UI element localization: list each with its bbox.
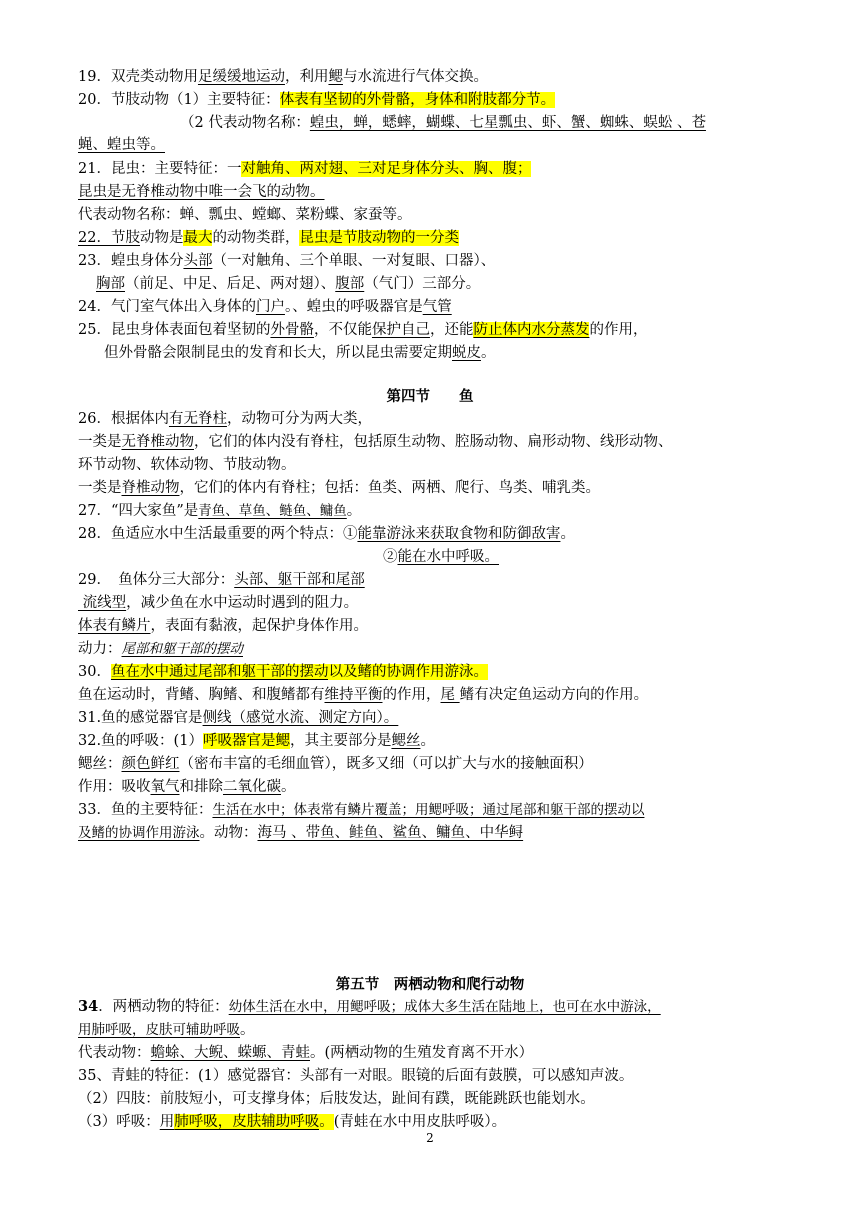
line-30: 30．鱼在水中通过尾部和躯干部的摆动以及鳍的协调作用游泳。 [78,664,488,680]
line-22: 22．节肢动物是最大的动物类群，昆虫是节肢动物的一分类 [78,230,459,246]
line-32-function: 作用：吸收氧气和排除二氧化碳。 [78,779,296,795]
line-33-cont: 及鳍的协调作用游泳。动物：海马 、带鱼、鲑鱼、鲨鱼、鳙鱼、中华鲟 [78,825,524,841]
line-29-power: 动力：尾部和躯干部的摆动 [78,641,243,657]
page-number: 2 [426,1131,434,1145]
line-20-examples-cont: 蝇、蝗虫等。 [78,137,165,153]
line-28: 28．鱼适应水中生活最重要的两个特点：①能靠游泳来获取食物和防御敌害。 [78,526,575,542]
line-21-examples: 代表动物名称：蝉、瓢虫、螳螂、菜粉蝶、家蚕等。 [78,207,412,223]
line-28-point-2: ②能在水中呼吸。 [383,549,499,565]
line-20-examples: （2 代表动物名称：蝗虫，蝉，蟋蟀，蝴蝶、七星瓢虫、虾、蟹、蜘蛛、蜈蚣 、苍 [180,115,706,131]
line-29-scales: 体表有鳞片，表面有黏液，起保护身体作用。 [78,618,368,634]
line-26-vertebrates: 一类是脊椎动物，它们的体内有脊柱；包括：鱼类、两栖、爬行、鸟类、哺乳类。 [78,480,600,496]
line-32: 32.鱼的呼吸：(1）呼吸器官是鳃，其主要部分是鳃丝。 [78,733,435,749]
line-26: 26．根据体内有无脊柱，动物可分为两大类， [78,411,372,427]
line-34-examples: 代表动物：蟾蜍、大鲵、蝾螈、青蛙。(两栖动物的生殖发育离不开水） [78,1045,534,1061]
line-35: 35、青蛙的特征：(1）感觉器官：头部有一对眼。眼镜的后面有鼓膜，可以感知声波。 [78,1068,634,1084]
line-35-breathing: （3）呼吸：用肺呼吸，皮肤辅助呼吸。(青蛙在水中用皮肤呼吸）。 [78,1114,507,1130]
line-34: 34．两栖动物的特征：幼体生活在水中，用鳃呼吸；成体大多生活在陆地上，也可在水中游泳， [78,998,661,1015]
line-32-gill-filament: 鳃丝：颜色鲜红（密布丰富的毛细血管），既多又细（可以扩大与水的接触面积） [78,756,593,772]
line-35-limbs: （2）四肢：前肢短小，可支撑身体；后肢发达，趾间有蹼，既能跳跃也能划水。 [78,1091,595,1107]
line-20: 20．节肢动物（1）主要特征：体表有坚韧的外骨骼，身体和附肢都分节。 [78,92,556,108]
line-19: 19．双壳类动物用足缓缓地运动，利用鳃与水流进行气体交换。 [78,69,488,85]
line-33: 33．鱼的主要特征：生活在水中；体表常有鳞片覆盖；用鳃呼吸；通过尾部和躯干部的摆动以 [78,802,645,818]
line-30-fins: 鱼在运动时，背鳍、胸鳍、和腹鳍都有维持平衡的作用，尾 鳍有决定鱼运动方向的作用。 [78,687,649,703]
line-21: 21．昆虫：主要特征：一对触角、两对翅、三对足身体分头、胸、腹； [78,161,532,177]
line-25-cont: 但外骨骼会限制昆虫的发育和长大，所以昆虫需要定期蜕皮。 [104,345,496,361]
line-26-invertebrates: 一类是无脊椎动物，它们的体内没有脊柱，包括原生动物、腔肠动物、扁形动物、线形动物、 [78,434,673,450]
line-25: 25．昆虫身体表面包着坚韧的外骨骼，不仅能保护自己，还能防止体内水分蒸发的作用， [78,322,648,338]
line-24: 24．气门室气体出入身体的门户。、蝗虫的呼吸器官是气管 [78,299,452,315]
section-5-title: 第五节 两栖动物和爬行动物 [335,977,525,993]
line-23: 23．蝗虫身体分头部（一对触角、三个单眼、一对复眼、口器）、 [78,253,496,269]
line-21-note: 昆虫是无脊椎动物中唯一会飞的动物。 [78,184,325,200]
line-29: 29． 鱼体分三大部分：头部、躯干部和尾部 [78,572,365,588]
line-27: 27．“四大家鱼”是青鱼、草鱼、鲢鱼、鳙鱼。 [78,503,362,519]
line-23-cont: 胸部（前足、中足、后足、两对翅）、腹部（气门）三部分。 [96,276,481,292]
line-34-cont: 用肺呼吸，皮肤可辅助呼吸。 [78,1022,255,1038]
line-29-streamline: 流线型，减少鱼在水中运动时遇到的阻力。 [78,595,359,611]
section-4-title: 第四节 鱼 [386,389,474,405]
line-31: 31.鱼的感觉器官是侧线（感觉水流、测定方向）。 [78,710,399,726]
line-26-invertebrates-cont: 环节动物、软体动物、节肢动物。 [78,457,296,473]
